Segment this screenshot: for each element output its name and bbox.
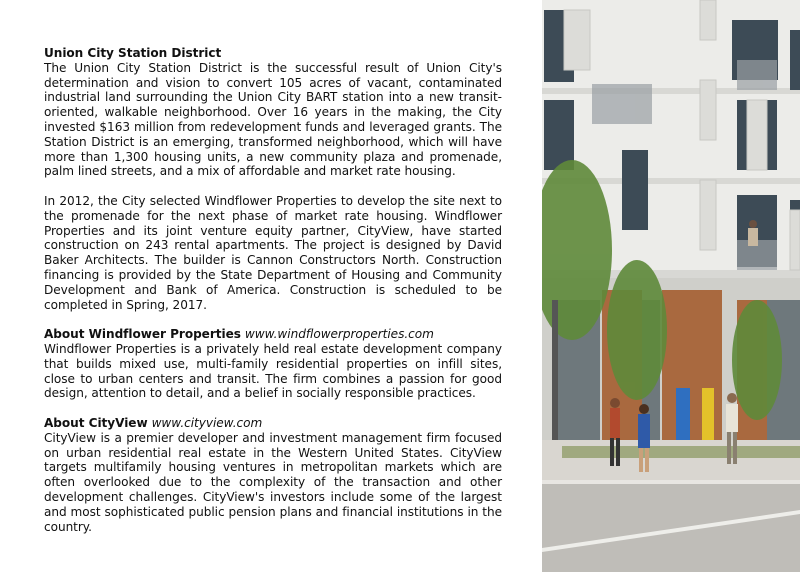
heading-about-windflower: About Windflower Properties: [44, 327, 241, 342]
blue-door: [676, 388, 690, 446]
yellow-door: [702, 388, 714, 446]
section-heading: [44, 46, 502, 61]
heading-station-district: Union City Station District: [44, 46, 222, 60]
section-about-cityview: [44, 416, 502, 534]
windflower-url[interactable]: www.windflowerproperties.com: [244, 327, 434, 342]
curb: [542, 480, 800, 484]
paragraph: Windflower Properties is a privately held real estate development company that builds mixed use, multi-family residential properties on infill sites, close to urban centers and transit. The firm combines a passion for good design, attention to detail, and a belief in socially responsible practices.: [44, 341, 502, 401]
section-windflower-selection: [44, 194, 502, 312]
paragraph: CityView is a premier developer and investment management firm focused on urban residential real estate in the Western United States. CityView targets multifamily housing ventures in metropolitan markets which are often overlooked due to the complexity of the transaction and other development challenges. CityView's investors include some of the largest and most sophisticated public pension plans and financial institutions in the country.: [44, 430, 502, 534]
cityview-url[interactable]: www.cityview.com: [151, 415, 263, 430]
paragraph: In 2012, the City selected Windflower Properties to develop the site next to the promenade for the next phase of market rate housing. Windflower Properties and its joint venture equity partner, CityView, have started construction on 243 rental apartments. The project is designed by David Baker Architects. The builder is Cannon Constructors North. Construction financing is provided by the State Department of Housing and Community Development and Bank of America. Construction is scheduled to be completed in Spring, 2017.: [44, 193, 502, 312]
section-heading: [44, 327, 502, 342]
building-rendering-image: [542, 0, 800, 572]
section-station-district: [44, 46, 502, 179]
building-rendering-illustration: [542, 0, 800, 572]
heading-about-cityview: About CityView: [44, 415, 148, 430]
paragraph: The Union City Station District is the successful result of Union City's determination and vision to convert 105 acres of vacant, contaminated industrial land surrounding the Union City BART station into a new transit-oriented, walkable neighborhood. Over 16 years in the making, the City invested $163 million from redevelopment funds and leveraged grants. The Station District is an emerging, transformed neighborhood, which will have more than 1,300 housing units, a new community plaza and promenade, palm lined streets, and a mix of affordable and market rate housing.: [44, 60, 502, 179]
text-column: [44, 46, 502, 549]
section-about-windflower: [44, 327, 502, 401]
planter-strip: [562, 446, 800, 458]
section-heading: [44, 416, 502, 431]
street: [542, 480, 800, 572]
